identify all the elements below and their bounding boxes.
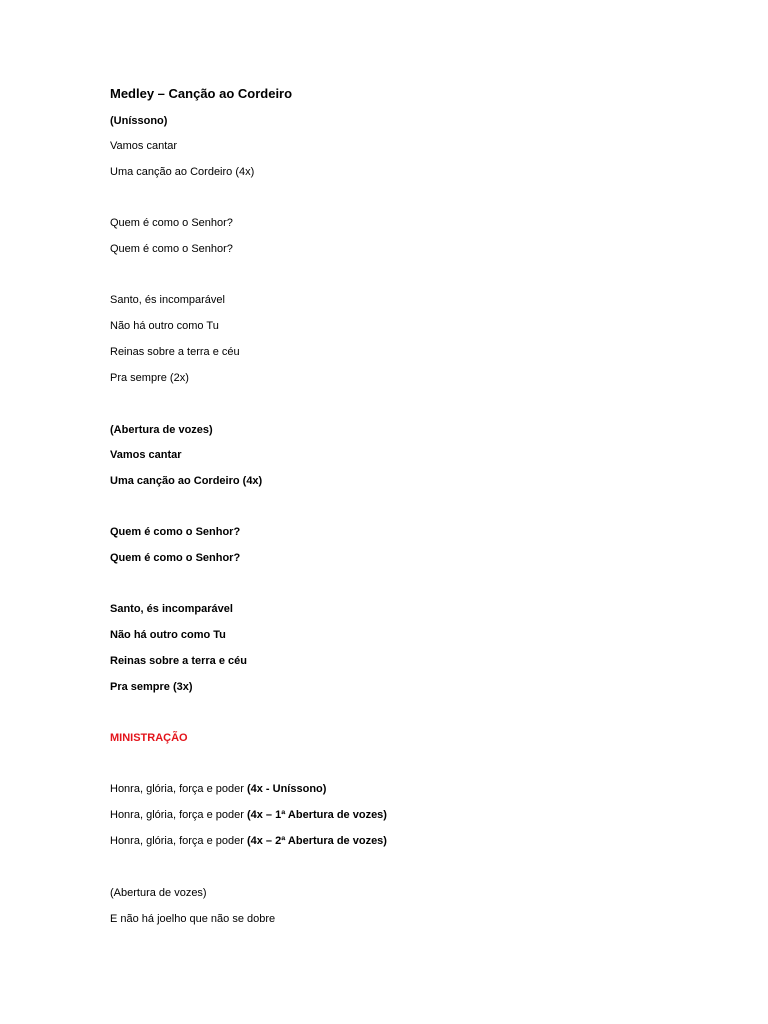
lyric-line: Quem é como o Senhor? xyxy=(110,552,241,564)
lyric-line: Não há outro como Tu xyxy=(110,629,226,641)
honra-text: Honra, glória, força e poder xyxy=(110,809,247,821)
lyric-line: Quem é como o Senhor? xyxy=(110,526,241,538)
lyric-line: Quem é como o Senhor? xyxy=(110,217,233,229)
honra-text: Honra, glória, força e poder xyxy=(110,783,247,795)
ministracao-heading: MINISTRAÇÃO xyxy=(110,732,188,744)
honra-text: Honra, glória, força e poder xyxy=(110,835,247,847)
lyric-line: Uma canção ao Cordeiro (4x) xyxy=(110,166,255,178)
lyric-line: Santo, és incomparável xyxy=(110,603,233,615)
honra-note: (4x – 2ª Abertura de vozes) xyxy=(246,835,387,847)
lyric-line: Pra sempre (2x) xyxy=(110,372,189,384)
document-title: Medley – Canção ao Cordeiro xyxy=(110,86,293,101)
lyric-line: Pra sempre (3x) xyxy=(110,681,193,693)
lyric-line: Reinas sobre a terra e céu xyxy=(110,346,240,358)
lyric-line: Uma canção ao Cordeiro (4x) xyxy=(110,475,263,487)
lyric-line: Vamos cantar xyxy=(110,140,178,152)
section-label-abertura-2: (Abertura de vozes) xyxy=(110,887,207,899)
lyric-line: Vamos cantar xyxy=(110,449,182,461)
honra-line xyxy=(110,808,387,822)
lyric-line: Santo, és incomparável xyxy=(110,294,225,306)
section-label-abertura: (Abertura de vozes) xyxy=(110,424,213,436)
section-label-unissono: (Uníssono) xyxy=(110,115,168,127)
lyric-line: Não há outro como Tu xyxy=(110,320,219,332)
lyric-line: Quem é como o Senhor? xyxy=(110,243,233,255)
lyric-line: E não há joelho que não se dobre xyxy=(110,913,276,925)
lyric-line: Reinas sobre a terra e céu xyxy=(110,655,247,667)
honra-line xyxy=(110,834,387,848)
honra-line xyxy=(110,782,326,796)
honra-note: (4x – 1ª Abertura de vozes) xyxy=(246,809,387,821)
honra-note: (4x - Uníssono) xyxy=(246,783,327,795)
